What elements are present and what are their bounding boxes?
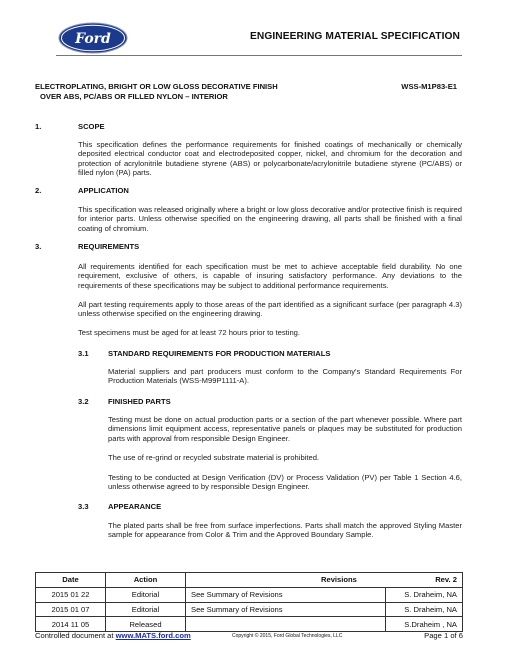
revision-table [35, 572, 463, 632]
revision-table-header [36, 573, 463, 588]
row-action: Editorial [106, 602, 186, 617]
table-row [36, 617, 463, 632]
section-1-number: 1. [35, 122, 42, 131]
controlled-document-note [35, 631, 191, 640]
requirements-paragraph-2: All part testing requirements apply to those areas of the part identified as a significant surface (per paragraph 4.3) unless otherwise specified on the engineering drawing. [78, 300, 462, 319]
mats-link[interactable]: www.MATS.ford.com [115, 631, 191, 640]
requirements-paragraph-1: All requirements identified for each specification must be met to achieve acceptable field durability. No one requirement, exclusive of others, is capable of insuring satisfactory performance. Any deviations to the requirements of these specifications may be subject to additional performance requirements. [78, 262, 462, 290]
row-action: Editorial [106, 587, 186, 602]
row-author: S. Draheim, NA [386, 602, 463, 617]
finished-parts-paragraph-3: Testing to be conducted at Design Verification (DV) or Process Validation (PV) per Table 1 Section 4.6, unless otherwise agreed to by responsible Design Engineer. [108, 473, 462, 492]
section-3-2-heading: FINISHED PARTS [108, 397, 171, 406]
revisions-label: Revisions [321, 575, 357, 585]
section-3-number: 3. [35, 242, 42, 251]
row-action: Released [106, 617, 186, 632]
scope-paragraph: This specification defines the performance requirements for finished coatings of mechanically or chemically deposited electrical conductor coat and electrodeposited copper, nickel, and chromium for the decoration and protection of acrylonitrile butadiene styrene (ABS) or polycarbonate/acrylonitrile butadiene styrene (PC/ABS) or filled nylon (PA) parts. [78, 140, 462, 178]
header-divider [56, 55, 462, 56]
appearance-paragraph: The plated parts shall be free from surface imperfections. Parts shall match the approved Styling Master sample for appearance from Color & Trim and the Approved Boundary Sample. [108, 521, 462, 540]
spec-title-line-2: OVER ABS, PC/ABS OR FILLED NYLON – INTERIOR [40, 92, 228, 101]
spec-title [35, 82, 455, 102]
row-description [186, 617, 386, 632]
row-author: S.Draheim , NA [386, 617, 463, 632]
page-number: Page 1 of 6 [424, 631, 463, 640]
ford-logo [58, 22, 128, 54]
section-1-heading: SCOPE [78, 122, 105, 131]
date-column-header: Date [36, 573, 106, 588]
copyright-notice: Copyright © 2015, Ford Global Technologies, LLC [232, 633, 343, 639]
section-3-3-heading: APPEARANCE [108, 502, 162, 511]
document-title: ENGINEERING MATERIAL SPECIFICATION [250, 31, 460, 42]
table-row [36, 587, 463, 602]
controlled-document-label: Controlled document at [35, 631, 116, 640]
section-2-number: 2. [35, 186, 42, 195]
section-3-2-number: 3.2 [78, 397, 89, 406]
row-date: 2015 01 22 [36, 587, 106, 602]
revisions-column-header [186, 573, 463, 588]
revision-number: Rev. 2 [435, 575, 457, 585]
section-3-1-number: 3.1 [78, 349, 89, 358]
section-3-heading: REQUIREMENTS [78, 242, 140, 251]
section-2-heading: APPLICATION [78, 186, 129, 195]
finished-parts-paragraph-1: Testing must be done on actual production parts or a section of the part whenever possible. Where part dimensions limit equipment access, representative panels or plaques may be substituted for production parts with approval from responsible Design Engineer. [108, 415, 462, 443]
row-date: 2014 11 05 [36, 617, 106, 632]
table-row [36, 602, 463, 617]
logo-text: Ford [75, 31, 111, 47]
finished-parts-paragraph-2: The use of re-grind or recycled substrate material is prohibited. [108, 453, 320, 462]
row-author: S. Draheim, NA [386, 587, 463, 602]
standard-requirements-paragraph: Material suppliers and part producers must conform to the Company's Standard Requirements For Production Materials (WSS-M99P1111-A). [108, 367, 462, 386]
application-paragraph: This specification was released originally where a bright or low gloss decorative and/or protective finish is required for interior parts. Unless otherwise specified on the engineering drawing, all parts shall be finished with a final coating of chromium. [78, 205, 462, 233]
row-description: See Summary of Revisions [186, 602, 386, 617]
section-3-3-number: 3.3 [78, 502, 89, 511]
section-3-1-heading: STANDARD REQUIREMENTS FOR PRODUCTION MATERIALS [108, 349, 331, 358]
action-column-header: Action [106, 573, 186, 588]
requirements-paragraph-3: Test specimens must be aged for at least 72 hours prior to testing. [78, 328, 301, 337]
row-date: 2015 01 07 [36, 602, 106, 617]
spec-title-line-1: ELECTROPLATING, BRIGHT OR LOW GLOSS DECORATIVE FINISH [35, 82, 278, 91]
spec-number: WSS-M1P83-E1 [401, 82, 457, 91]
row-description: See Summary of Revisions [186, 587, 386, 602]
